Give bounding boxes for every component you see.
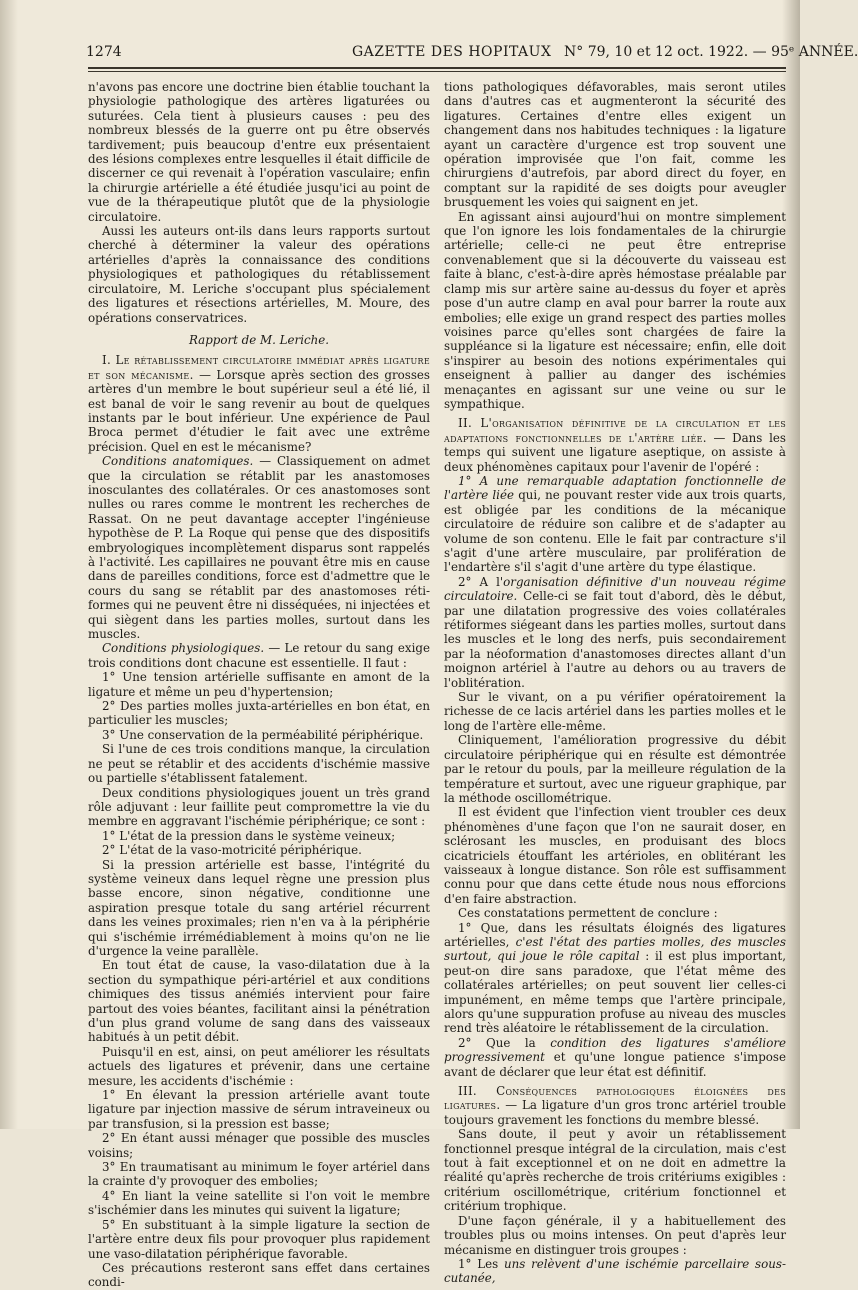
paragraph <box>88 641 430 670</box>
paragraph: Il est évident que l'infection vient troubler ces deux phénomènes d'une façon que l'on ne saurait doser, en sclérosant les muscles, en produisant des blocs cicatriciels étouffant les artérioles, en oblitérant les vaisseaux à longue distance. Son rôle est suffisamment connu pour que dans cette étude nous nous efforcions d'en faire abstraction. <box>444 805 786 906</box>
list-item <box>444 474 786 575</box>
paragraph <box>88 454 430 641</box>
list-item: 2° L'état de la vaso-motricité périphérique. <box>102 843 362 858</box>
header-rule-thin <box>88 71 786 72</box>
paragraph: Ces précautions resteront sans effet dans certaines condi- <box>88 1260 430 1290</box>
paragraph: Ces constatations permettent de conclure : <box>458 906 718 921</box>
list-text: : il est plus important, peut-on dire sans paradoxe, que l'état même des collatérales artérielles; on peut souvent lier celles-ci impunément, en même temps que l'artère principale, alors qu'une suppuration profuse au niveau des muscles rend très aléatoire le rétablissement de la circulation. <box>444 949 786 1036</box>
list-item: 1° Une tension artérielle suffisante en amont de la ligature et même un peu d'hypertension; <box>88 670 430 699</box>
list-number: 1° Les <box>458 1256 504 1271</box>
emphasis: uns relèvent d'une ischémie parcellaire sous-cutanée, <box>444 1256 786 1286</box>
header-rule-thick <box>88 67 786 69</box>
emphasis: c'est l'état des parties molles, des muscles surtout, qui joue le rôle capital <box>444 934 786 964</box>
emphasis: condition des ligatures s'améliore progressivement <box>444 1035 786 1065</box>
paragraph: tions pathologiques défavorables, mais seront utiles dans d'autres cas et augmenteront la sécurité des ligatures. Certaines d'entre elles exigent un changement dans nos habitudes techniques : la ligature ayant un caractère d'urgence est trop souvent une opération improvisée que l'on fait, comme les chirurgiens d'autrefois, par abord direct du foyer, en comptant sur la rapidité de ses doigts pour aveugler brusquement les voies qui saignent en jet. <box>444 80 786 210</box>
paragraph: n'avons pas encore une doctrine bien établie touchant la physiologie pathologique des artères ligaturées ou suturées. Cela tient à plusieurs causes : peu des nombreux blessés de la guerre ont pu être observés tardivement; puis beaucoup d'entre eux présentaient des lésions complexes entre lesquelles il était difficile de discerner ce qui revenait à l'opération vasculaire; enfin la chirurgie artérielle a été étudiée jusqu'ici au point de vue de la thérapeutique plutôt que de la physiologie circulatoire. <box>88 80 430 224</box>
list-item: 1° L'état de la pression dans le système veineux; <box>102 828 396 843</box>
emphasis: 1° A une remarquable adaptation fonctionnelle de l'artère liée <box>444 473 786 503</box>
list-text: Celle-ci se fait tout d'abord, dès le début, par une dilatation progressive des voies collatérales rétiformes siégeant dans les parties molles, surtout dans les muscles et le long des nerfs, puis secondairement par la néoformation d'anastomoses directes allant d'un moignon artériel à l'autre au dehors ou au travers de l'oblitération. <box>444 589 786 690</box>
section-2 <box>444 416 786 474</box>
page-number: 1274 <box>86 44 122 60</box>
section-text: — La ligature d'un gros tronc artériel trouble toujours gravement les fonctions du membre blessé. <box>444 1098 786 1127</box>
subheading: Conditions anatomiques. <box>102 454 254 469</box>
list-item: 3° Une conservation de la perméabilité périphérique. <box>102 727 424 742</box>
running-header <box>86 44 858 66</box>
paragraph: Si l'une de ces trois conditions manque, la circulation ne peut se rétablir et des accidents d'ischémie massive ou partielle s'établissent fatalement. <box>88 742 430 786</box>
emphasis: organisation définitive d'un nouveau régime circulatoire. <box>444 574 786 604</box>
section-title: I. Le rétablissement circulatoire immédiat après ligature et son mécanisme. <box>88 353 430 382</box>
page-edge-shadow-left <box>0 0 18 1129</box>
list-item <box>444 921 786 1036</box>
paragraph: Aussi les auteurs ont-ils dans leurs rapports surtout cherché à déterminer la valeur des opérations artérielles d'après la connaissance des conditions physiologiques et pathologiques du rétablissement circulatoire, M. Leriche s'occupant plus spécialement des ligatures et résections artérielles, M. Moure, des opérations conservatrices. <box>88 224 430 325</box>
list-item: 1° En élevant la pression artérielle avant toute ligature par injection massive de sérum intraveineux ou par transfusion, si la pression est basse; <box>88 1088 430 1131</box>
journal-title: GAZETTE DES HOPITAUX <box>352 44 552 60</box>
paragraph: En agissant ainsi aujourd'hui on montre simplement que l'on ignore les lois fondamentales de la chirurgie artérielle; celle-ci ne peut être entreprise convenablement que si la découverte du vaisseau est faite à blanc, c'est-à-dire après hémostase préalable par clamp mis sur artère saine au-dessus du foyer et après pose d'un autre clamp en aval pour barrer la route aux embolies; elle exige un grand respect des parties molles voisines parce qu'elles sont chargées de faire la suppléance si la ligature est nécessaire; enfin, elle doit s'inspirer au besoin des notions expérimentales qui enseignent à pallier au danger des ischémies menaçantes en agissant sur une veine ou sur le sympathique. <box>444 209 786 411</box>
list-text: 2° Que la <box>458 1035 551 1050</box>
left-column <box>88 80 430 1290</box>
list-item <box>444 1257 786 1286</box>
paragraph: Sans doute, il peut y avoir un rétablissement fonctionnel presque intégral de la circulation, mais c'est tout à fait exceptionnel et on ne doit en admettre la réalité qu'après recherche de trois critériums exigibles : critérium oscillométrique, critérium fonctionnel et critérium trophique. <box>444 1127 786 1214</box>
list-text: 1° Que, dans les résultats éloignés des ligatures artérielles, <box>444 920 786 949</box>
list-item: 4° En liant la veine satellite si l'on voit le membre s'ischémier dans les minutes qui suivent la ligature; <box>88 1188 430 1218</box>
paragraph-text: — Classiquement on admet que la circulation se rétablit par les anastomoses inosculantes des collatérales. Or ces anastomoses sont nulles ou rares comme le montrent les recherches de Rassat. On ne peut davantage accepter l'ingénieuse hypothèse de P. La Roque qui pense que des dispositifs embryologiques incomplètement disparus sont rappelés à l'activité. Les capillaires ne pouvant être mis en cause dans de pareilles conditions, force est d'admettre que le cours du sang se rétablit par des anastomoses réti-formes qui ne peuvent être ni disséquées, ni injectées et qui siègent dans les parties molles, surtout dans les muscles. <box>88 454 430 642</box>
paragraph: Si la pression artérielle est basse, l'intégrité du système veineux dans lequel règne une pression plus basse encore, sinon négative, conditionne une aspiration presque totale du sang artériel récurrent dans les veines proximales; rien n'en va à la périphérie qui s'ischémie irrémédiablement à moins qu'on ne lie d'urgence la veine parallèle. <box>88 857 430 958</box>
list-item: 3° En traumatisant au minimum le foyer artériel dans la crainte d'y provoquer des embolies; <box>88 1160 430 1189</box>
issue-info: N° 79, 10 et 12 oct. 1922. — 95ᵉ ANNÉE. <box>564 44 858 60</box>
list-item: 2° Des parties molles juxta-artérielles en bon état, en particulier les muscles; <box>88 699 430 728</box>
paragraph: Deux conditions physiologiques jouent un très grand rôle adjuvant : leur faillite peut compromettre la vie du membre en aggravant l'ischémie périphérique; ce sont : <box>88 785 430 829</box>
list-number: 2° A l' <box>458 574 504 589</box>
paragraph: Puisqu'il en est, ainsi, on peut améliorer les résultats actuels des ligatures et prévenir, dans une certaine mesure, les accidents d'ischémie : <box>88 1044 430 1088</box>
right-column <box>444 80 786 1286</box>
subheading: Conditions physiologiques. <box>102 641 265 656</box>
list-text: qui, ne pouvant rester vide aux trois quarts, est obligée par les conditions de la mécanique circulatoire de réduire son calibre et de s'adapter au volume de son contenu. Elle le fait par contracture s'il s'agit d'une artère musculaire, par prolifération de l'endartère s'il s'agit d'une artère du type élastique. <box>444 488 786 575</box>
section-text: — Dans les temps qui suivent une ligature aseptique, on assiste à deux phénomènes capitaux pour l'avenir de l'opéré : <box>444 430 786 474</box>
section-1 <box>88 353 430 454</box>
section-title: III. Conséquences pathologiques éloignées des ligatures. <box>444 1084 786 1113</box>
paragraph: En tout état de cause, la vaso-dilatation due à la section du sympathique péri-artériel et aux conditions chimiques des tissus anémiés intervient pour faire partout des voies béantes, facilitant ainsi la pénétration d'un plus grand volume de sang dans des vaisseaux habitués à un petit débit. <box>88 958 430 1045</box>
list-item <box>444 1036 786 1079</box>
list-text: et qu'une longue patience s'impose avant de déclarer que leur état est définitif. <box>444 1050 786 1079</box>
list-item: 5° En substituant à la simple ligature la section de l'artère entre deux fils pour provoquer plus rapidement une vaso-dilatation périphérique favorable. <box>88 1217 430 1261</box>
section-3 <box>444 1084 786 1127</box>
list-item <box>444 575 786 690</box>
list-item: 2° En étant aussi ménager que possible des muscles voisins; <box>88 1131 430 1160</box>
section-title: II. L'organisation définitive de la circulation et les adaptations fonctionnelles de l'artère liée. <box>444 416 786 445</box>
report-heading: Rapport de M. Leriche. <box>188 332 330 347</box>
paragraph: D'une façon générale, il y a habituellement des troubles plus ou moins intenses. On peut d'après leur mécanisme en distinguer trois groupes : <box>444 1213 786 1257</box>
paragraph: Cliniquement, l'amélioration progressive du débit circulatoire périphérique qui en résulte est démontrée par le retour du pouls, par la meilleure régulation de la température et surtout, avec une rigueur graphique, par la méthode oscillométrique. <box>444 733 786 805</box>
section-text: — Lorsque après section des grosses artères d'un membre le bout supérieur seul a été lié, il est banal de voir le sang revenir au bout de quelques instants par le bout inférieur. Une expérience de Paul Broca permet d'étudier le fait avec une extrême précision. Quel en est le mécanisme? <box>88 367 430 454</box>
paragraph-text: — Le retour du sang exige trois conditions dont chacune est essentielle. Il faut : <box>88 641 430 670</box>
paragraph: Sur le vivant, on a pu vérifier opératoirement la richesse de ce lacis artériel dans les parties molles et le long de l'artère elle-même. <box>444 690 786 733</box>
